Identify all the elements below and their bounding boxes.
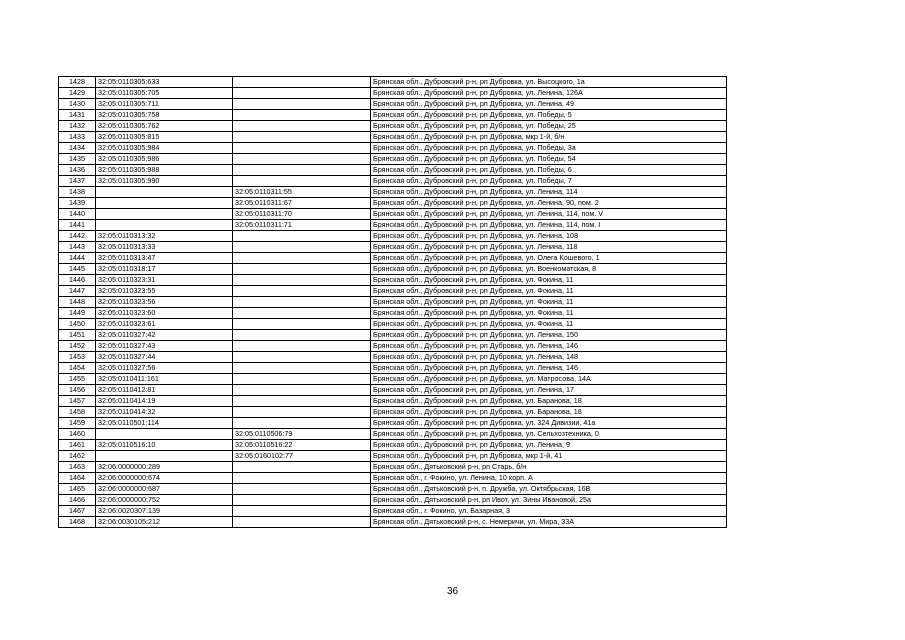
- address-cell: Брянская обл., Дубровский р-н, рп Дубровка, ул. Ленина, 146: [371, 341, 727, 352]
- table-row: [59, 462, 727, 473]
- table-row: [59, 396, 727, 407]
- related-cadastral-number-cell: 32:05:0110311:71: [233, 220, 371, 231]
- cadastral-number-cell: 32:05:0110323:60: [96, 308, 233, 319]
- row-number-cell: 1451: [59, 330, 96, 341]
- cadastral-number-cell: 32:06:0000000:674: [96, 473, 233, 484]
- related-cadastral-number-cell: [233, 517, 371, 528]
- row-number-cell: 1447: [59, 286, 96, 297]
- row-number-cell: 1428: [59, 77, 96, 88]
- related-cadastral-number-cell: [233, 264, 371, 275]
- address-cell: Брянская обл., Дубровский р-н, рп Дубровка, ул. Победы, 5: [371, 110, 727, 121]
- cadastral-number-cell: 32:05:0110313:33: [96, 242, 233, 253]
- address-cell: Брянская обл., Дубровский р-н, рп Дубровка, ул. Ленина, 118: [371, 242, 727, 253]
- table-row: [59, 242, 727, 253]
- cadastral-number-cell: 32:05:0110305:986: [96, 154, 233, 165]
- row-number-cell: 1466: [59, 495, 96, 506]
- row-number-cell: 1458: [59, 407, 96, 418]
- table-row: [59, 231, 727, 242]
- related-cadastral-number-cell: [233, 506, 371, 517]
- table-row: [59, 473, 727, 484]
- table-row: [59, 286, 727, 297]
- table-row: [59, 99, 727, 110]
- related-cadastral-number-cell: [233, 385, 371, 396]
- table-row: [59, 132, 727, 143]
- related-cadastral-number-cell: [233, 88, 371, 99]
- table-row: [59, 352, 727, 363]
- table-row: [59, 253, 727, 264]
- cadastral-number-cell: 32:05:0110313:32: [96, 231, 233, 242]
- address-cell: Брянская обл., Дубровский р-н, рп Дубровка, ул. Сельхозтехника, 0: [371, 429, 727, 440]
- related-cadastral-number-cell: 32:05:0110311:55: [233, 187, 371, 198]
- cadastral-number-cell: 32:05:0110501:114: [96, 418, 233, 429]
- related-cadastral-number-cell: [233, 143, 371, 154]
- related-cadastral-number-cell: 32:05:0110311:67: [233, 198, 371, 209]
- address-cell: Брянская обл., Дятьковский р-н, рп Старь, б/н: [371, 462, 727, 473]
- related-cadastral-number-cell: [233, 154, 371, 165]
- row-number-cell: 1468: [59, 517, 96, 528]
- address-cell: Брянская обл., Дубровский р-н, рп Дубровка, ул. Ленина, 17: [371, 385, 727, 396]
- table-row: [59, 319, 727, 330]
- cadastral-number-cell: 32:05:0110313:47: [96, 253, 233, 264]
- row-number-cell: 1433: [59, 132, 96, 143]
- address-cell: Брянская обл., г. Фокино, ул. Ленина, 10 корп. А: [371, 473, 727, 484]
- address-cell: Брянская обл., Дубровский р-н, рп Дубровка, ул. Ленина, 114: [371, 187, 727, 198]
- related-cadastral-number-cell: [233, 484, 371, 495]
- row-number-cell: 1453: [59, 352, 96, 363]
- address-cell: Брянская обл., Дубровский р-н, рп Дубровка, ул. Ленина, 108: [371, 231, 727, 242]
- address-cell: Брянская обл., Дубровский р-н, рп Дубровка, ул. Победы, 25: [371, 121, 727, 132]
- row-number-cell: 1462: [59, 451, 96, 462]
- table-row: [59, 275, 727, 286]
- page-number: 36: [446, 586, 459, 597]
- table-row: [59, 407, 727, 418]
- cadastral-number-cell: 32:05:0110323:56: [96, 297, 233, 308]
- cadastral-number-cell: 32:06:0000000:687: [96, 484, 233, 495]
- row-number-cell: 1442: [59, 231, 96, 242]
- related-cadastral-number-cell: [233, 308, 371, 319]
- address-cell: Брянская обл., Дубровский р-н, рп Дубровка, ул. Ленина, 146: [371, 363, 727, 374]
- cadastral-number-cell: 32:05:0110414:19: [96, 396, 233, 407]
- related-cadastral-number-cell: [233, 231, 371, 242]
- row-number-cell: 1460: [59, 429, 96, 440]
- cadastral-number-cell: 32:06:0000000:289: [96, 462, 233, 473]
- table-body: [59, 77, 727, 528]
- row-number-cell: 1435: [59, 154, 96, 165]
- related-cadastral-number-cell: [233, 418, 371, 429]
- row-number-cell: 1457: [59, 396, 96, 407]
- registry-table: [58, 76, 727, 528]
- related-cadastral-number-cell: [233, 407, 371, 418]
- related-cadastral-number-cell: [233, 341, 371, 352]
- cadastral-number-cell: [96, 429, 233, 440]
- cadastral-number-cell: 32:06:0000000:752: [96, 495, 233, 506]
- address-cell: Брянская обл., Дубровский р-н, рп Дубровка, ул. Фокина, 11: [371, 319, 727, 330]
- table-row: [59, 143, 727, 154]
- cadastral-number-cell: [96, 451, 233, 462]
- address-cell: Брянская обл., Дубровский р-н, рп Дубровка, ул. Баранова, 18: [371, 407, 727, 418]
- table-row: [59, 374, 727, 385]
- row-number-cell: 1450: [59, 319, 96, 330]
- row-number-cell: 1449: [59, 308, 96, 319]
- related-cadastral-number-cell: [233, 330, 371, 341]
- row-number-cell: 1455: [59, 374, 96, 385]
- table-row: [59, 418, 727, 429]
- address-cell: Брянская обл., Дубровский р-н, рп Дубровка, ул. Военкоматская, 8: [371, 264, 727, 275]
- related-cadastral-number-cell: [233, 132, 371, 143]
- address-cell: Брянская обл., Дубровский р-н, рп Дубровка, ул. Фокина, 11: [371, 275, 727, 286]
- related-cadastral-number-cell: 32:05:0110311:70: [233, 209, 371, 220]
- cadastral-number-cell: 32:05:0110516:10: [96, 440, 233, 451]
- table-row: [59, 198, 727, 209]
- row-number-cell: 1461: [59, 440, 96, 451]
- row-number-cell: 1431: [59, 110, 96, 121]
- address-cell: Брянская обл., Дубровский р-н, рп Дубровка, ул. Олега Кошевого, 1: [371, 253, 727, 264]
- row-number-cell: 1448: [59, 297, 96, 308]
- related-cadastral-number-cell: [233, 352, 371, 363]
- row-number-cell: 1459: [59, 418, 96, 429]
- address-cell: Брянская обл., Дубровский р-н, рп Дубровка, ул. Ленина, 148: [371, 352, 727, 363]
- table-row: [59, 451, 727, 462]
- table-row: [59, 154, 727, 165]
- table-row: [59, 264, 727, 275]
- table-row: [59, 517, 727, 528]
- related-cadastral-number-cell: [233, 363, 371, 374]
- cadastral-number-cell: [96, 220, 233, 231]
- row-number-cell: 1467: [59, 506, 96, 517]
- table-row: [59, 209, 727, 220]
- table-row: [59, 121, 727, 132]
- cadastral-number-cell: 32:05:0110305:988: [96, 165, 233, 176]
- address-cell: Брянская обл., Дубровский р-н, рп Дубровка, ул. Победы, 54: [371, 154, 727, 165]
- related-cadastral-number-cell: 32:05:0160102:77: [233, 451, 371, 462]
- row-number-cell: 1436: [59, 165, 96, 176]
- related-cadastral-number-cell: [233, 374, 371, 385]
- address-cell: Брянская обл., Дятьковский р-н, п. Дружба, ул. Октябрьская, 16В: [371, 484, 727, 495]
- table-row: [59, 495, 727, 506]
- address-cell: Брянская обл., Дубровский р-н, рп Дубровка, мкр 1-й, 41: [371, 451, 727, 462]
- related-cadastral-number-cell: [233, 319, 371, 330]
- address-cell: Брянская обл., Дубровский р-н, рп Дубровка, ул. 324 Дивизии, 41а: [371, 418, 727, 429]
- cadastral-number-cell: 32:05:0110305:758: [96, 110, 233, 121]
- table-row: [59, 88, 727, 99]
- table-row: [59, 77, 727, 88]
- table-row: [59, 297, 727, 308]
- table-row: [59, 484, 727, 495]
- row-number-cell: 1464: [59, 473, 96, 484]
- related-cadastral-number-cell: [233, 473, 371, 484]
- table-row: [59, 363, 727, 374]
- table-row: [59, 220, 727, 231]
- cadastral-number-cell: 32:05:0110305:984: [96, 143, 233, 154]
- cadastral-number-cell: [96, 198, 233, 209]
- table-row: [59, 110, 727, 121]
- related-cadastral-number-cell: [233, 165, 371, 176]
- row-number-cell: 1465: [59, 484, 96, 495]
- address-cell: Брянская обл., Дубровский р-н, рп Дубровка, ул. Ленина, 90, пом. 2: [371, 198, 727, 209]
- address-cell: Брянская обл., Дятьковский р-н, рп Ивот, ул. Зины Ивановой, 25а: [371, 495, 727, 506]
- cadastral-number-cell: 32:05:0110327:43: [96, 341, 233, 352]
- address-cell: Брянская обл., Дубровский р-н, рп Дубровка, ул. Ленина, 9: [371, 440, 727, 451]
- address-cell: Брянская обл., Дубровский р-н, рп Дубровка, ул. Матросова, 14А: [371, 374, 727, 385]
- table-row: [59, 187, 727, 198]
- related-cadastral-number-cell: [233, 121, 371, 132]
- cadastral-number-cell: 32:05:0110305:815: [96, 132, 233, 143]
- related-cadastral-number-cell: [233, 495, 371, 506]
- cadastral-number-cell: 32:05:0110414:32: [96, 407, 233, 418]
- cadastral-number-cell: [96, 187, 233, 198]
- row-number-cell: 1443: [59, 242, 96, 253]
- related-cadastral-number-cell: [233, 242, 371, 253]
- address-cell: Брянская обл., Дубровский р-н, рп Дубровка, мкр 1-й, б/н: [371, 132, 727, 143]
- cadastral-number-cell: 32:05:0110305:990: [96, 176, 233, 187]
- table-row: [59, 330, 727, 341]
- table-row: [59, 341, 727, 352]
- address-cell: Брянская обл., Дубровский р-н, рп Дубровка, ул. Победы, 3а: [371, 143, 727, 154]
- related-cadastral-number-cell: [233, 110, 371, 121]
- cadastral-number-cell: 32:05:0110305:762: [96, 121, 233, 132]
- cadastral-number-cell: 32:05:0110327:56: [96, 363, 233, 374]
- address-cell: Брянская обл., Дубровский р-н, рп Дубровка, ул. Ленина, 114, пом. V: [371, 209, 727, 220]
- row-number-cell: 1456: [59, 385, 96, 396]
- table-row: [59, 165, 727, 176]
- row-number-cell: 1439: [59, 198, 96, 209]
- address-cell: Брянская обл., Дубровский р-н, рп Дубровка, ул. Ленина, 49: [371, 99, 727, 110]
- related-cadastral-number-cell: 32:05:0110506:79: [233, 429, 371, 440]
- row-number-cell: 1437: [59, 176, 96, 187]
- row-number-cell: 1463: [59, 462, 96, 473]
- related-cadastral-number-cell: 32:05:0110516:22: [233, 440, 371, 451]
- address-cell: Брянская обл., Дубровский р-н, рп Дубровка, ул. Победы, 6: [371, 165, 727, 176]
- row-number-cell: 1429: [59, 88, 96, 99]
- row-number-cell: 1434: [59, 143, 96, 154]
- address-cell: Брянская обл., Дубровский р-н, рп Дубровка, ул. Баранова, 18: [371, 396, 727, 407]
- related-cadastral-number-cell: [233, 176, 371, 187]
- cadastral-number-cell: 32:05:0110305:705: [96, 88, 233, 99]
- address-cell: Брянская обл., Дубровский р-н, рп Дубровка, ул. Ленина, 126А: [371, 88, 727, 99]
- address-cell: Брянская обл., Дубровский р-н, рп Дубровка, ул. Победы, 7: [371, 176, 727, 187]
- cadastral-number-cell: 32:05:0110323:31: [96, 275, 233, 286]
- table-row: [59, 385, 727, 396]
- row-number-cell: 1446: [59, 275, 96, 286]
- cadastral-number-cell: 32:05:0110327:42: [96, 330, 233, 341]
- table-row: [59, 308, 727, 319]
- row-number-cell: 1430: [59, 99, 96, 110]
- row-number-cell: 1432: [59, 121, 96, 132]
- address-cell: Брянская обл., Дубровский р-н, рп Дубровка, ул. Ленина, 114, пом. I: [371, 220, 727, 231]
- row-number-cell: 1438: [59, 187, 96, 198]
- address-cell: Брянская обл., Дубровский р-н, рп Дубровка, ул. Фокина, 11: [371, 297, 727, 308]
- table-row: [59, 429, 727, 440]
- related-cadastral-number-cell: [233, 462, 371, 473]
- cadastral-number-cell: 32:05:0110318:17: [96, 264, 233, 275]
- address-cell: Брянская обл., Дятьковский р-н, с. Немеричи, ул. Мира, 33А: [371, 517, 727, 528]
- row-number-cell: 1452: [59, 341, 96, 352]
- row-number-cell: 1440: [59, 209, 96, 220]
- related-cadastral-number-cell: [233, 286, 371, 297]
- cadastral-number-cell: 32:05:0110305:633: [96, 77, 233, 88]
- address-cell: Брянская обл., Дубровский р-н, рп Дубровка, ул. Фокина, 11: [371, 286, 727, 297]
- related-cadastral-number-cell: [233, 253, 371, 264]
- cadastral-number-cell: [96, 209, 233, 220]
- table-row: [59, 176, 727, 187]
- related-cadastral-number-cell: [233, 77, 371, 88]
- row-number-cell: 1445: [59, 264, 96, 275]
- cadastral-number-cell: 32:05:0110323:61: [96, 319, 233, 330]
- cadastral-number-cell: 32:05:0110412:81: [96, 385, 233, 396]
- address-cell: Брянская обл., Дубровский р-н, рп Дубровка, ул. Ленина, 150: [371, 330, 727, 341]
- related-cadastral-number-cell: [233, 99, 371, 110]
- cadastral-number-cell: 32:06:0030105:212: [96, 517, 233, 528]
- address-cell: Брянская обл., г. Фокино, ул. Базарная, 3: [371, 506, 727, 517]
- related-cadastral-number-cell: [233, 275, 371, 286]
- row-number-cell: 1441: [59, 220, 96, 231]
- cadastral-number-cell: 32:06:0020307:139: [96, 506, 233, 517]
- related-cadastral-number-cell: [233, 396, 371, 407]
- table-row: [59, 506, 727, 517]
- address-cell: Брянская обл., Дубровский р-н, рп Дубровка, ул. Фокина, 11: [371, 308, 727, 319]
- row-number-cell: 1444: [59, 253, 96, 264]
- cadastral-number-cell: 32:05:0110327:44: [96, 352, 233, 363]
- cadastral-number-cell: 32:05:0110323:55: [96, 286, 233, 297]
- cadastral-number-cell: 32:05:0110411:161: [96, 374, 233, 385]
- address-cell: Брянская обл., Дубровский р-н, рп Дубровка, ул. Высоцкого, 1а: [371, 77, 727, 88]
- row-number-cell: 1454: [59, 363, 96, 374]
- table-row: [59, 440, 727, 451]
- related-cadastral-number-cell: [233, 297, 371, 308]
- cadastral-number-cell: 32:05:0110305:711: [96, 99, 233, 110]
